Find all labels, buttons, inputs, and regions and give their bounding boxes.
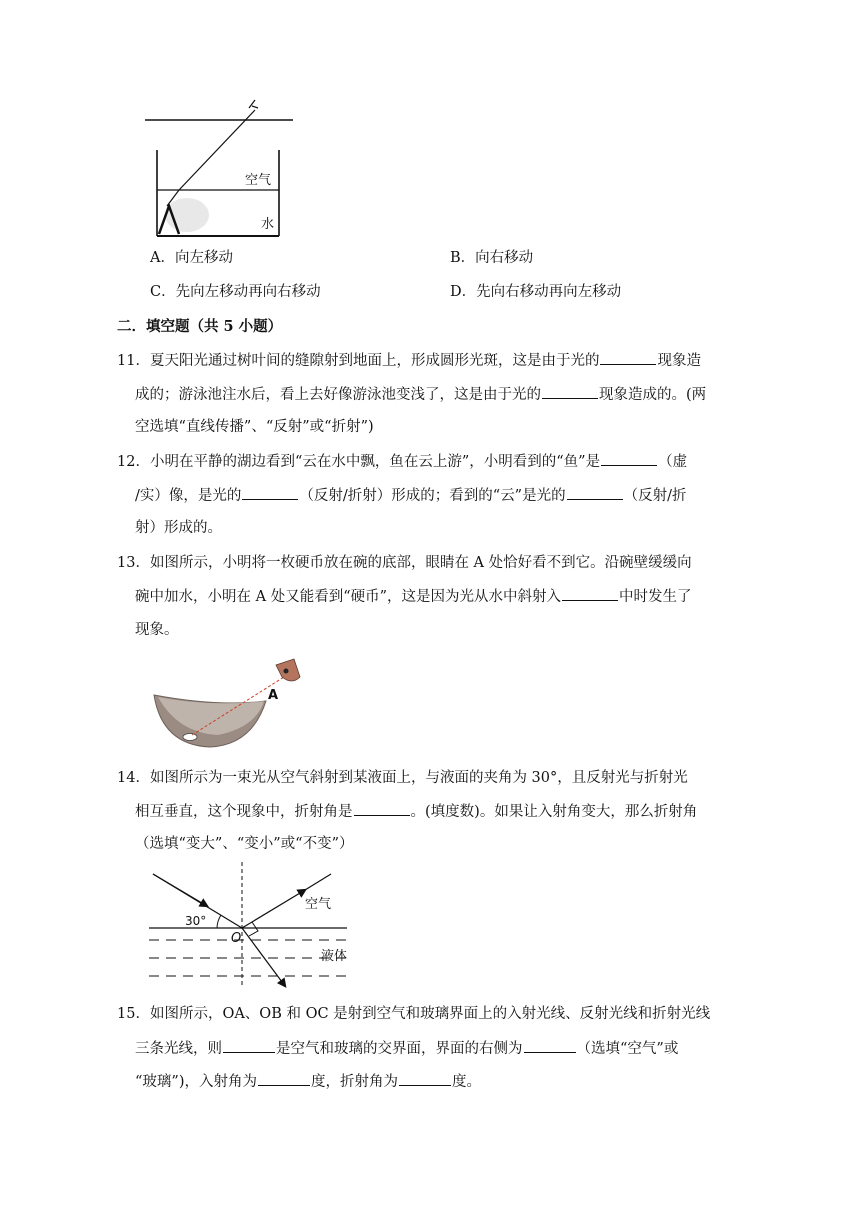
q10-light-source-icon [249, 100, 258, 108]
q12-line-1 [117, 451, 687, 472]
q15-text-2b: 是空气和玻璃的交界面，界面的右侧为 [276, 1041, 523, 1057]
q14-incident-arrow [153, 874, 207, 906]
q10-air-label: 空气 [245, 173, 272, 188]
q14-angle-arc [217, 915, 221, 928]
q14-line-2 [135, 801, 697, 822]
q11-line-3: 空选填“直线传播”、“反射”或“折射”) [135, 419, 374, 435]
q15-blank-1[interactable] [223, 1038, 275, 1053]
q10-option-d: D．先向右移动再向左移动 [450, 284, 622, 300]
q10-option-c: C．先向左移动再向右移动 [150, 284, 321, 300]
q13-figure [148, 655, 308, 751]
q11-text-2a: 成的；游泳池注水后，看上去好像游泳池变浅了，这是由于光的 [135, 387, 541, 403]
q13-text-2b: 中时发生了 [619, 589, 692, 605]
q15-line-3 [135, 1071, 481, 1092]
q11-text-1a: 11．夏天阳光通过树叶间的缝隙射到地面上，形成圆形光斑，这是由于光的 [117, 353, 600, 369]
q14-text-2b: 。(填度数)。如果让入射角变大，那么折射角 [410, 804, 698, 820]
q12-blank-1[interactable] [601, 451, 657, 466]
q15-blank-2[interactable] [524, 1038, 576, 1053]
q14-air-label: 空气 [305, 897, 332, 912]
q14-point-o-label: O [231, 931, 242, 946]
q11-blank-1[interactable] [600, 350, 656, 365]
q15-text-3a: “玻璃”)，入射角为 [135, 1074, 257, 1090]
q11-text-2b: 现象造成的。(两 [599, 387, 707, 403]
q13-text-2a: 碗中加水，小明在 A 处又能看到“硬币”，这是因为光从水中斜射入 [135, 589, 562, 605]
q11-text-1b: 现象造 [657, 353, 701, 369]
q14-reflected-extension [305, 874, 331, 890]
q15-text-3c: 度。 [451, 1074, 481, 1090]
q10-figure [145, 98, 295, 240]
q15-text-3b: 度，折射角为 [310, 1074, 398, 1090]
section-title: 二．填空题（共 5 小题） [117, 318, 283, 335]
q13-line-1: 13．如图所示，小明将一枚硬币放在碗的底部，眼睛在 A 处恰好看不到它。沿碗壁缓缓向 [117, 555, 692, 571]
q12-text-1a: 12．小明在平静的湖边看到“云在水中飘，鱼在云上游”，小明看到的“鱼”是 [117, 454, 601, 470]
q14-angle-label: 30° [185, 914, 207, 928]
eye-pupil [284, 669, 289, 674]
q11-line-1 [117, 350, 701, 371]
q12-blank-2[interactable] [242, 485, 298, 500]
q10-water-label: 水 [261, 217, 275, 232]
q15-text-2c: （选填“空气”或 [576, 1041, 679, 1057]
q14-right-angle-mark [249, 922, 258, 936]
q12-text-2a: /实）像，是光的 [135, 488, 242, 504]
q10-option-b: B．向右移动 [450, 250, 534, 266]
q15-blank-3[interactable] [258, 1071, 310, 1086]
q12-text-1b: （虚 [658, 454, 688, 470]
q14-refracted-ray [242, 928, 285, 986]
q10-light-ray [179, 110, 255, 190]
q14-figure [145, 860, 360, 990]
q15-line-1: 15．如图所示，OA、OB 和 OC 是射到空气和玻璃界面上的入射光线、反射光线和折射光线 [117, 1006, 711, 1022]
q15-line-2 [135, 1038, 678, 1059]
q13-blank-1[interactable] [562, 586, 618, 601]
q14-blank-1[interactable] [354, 801, 410, 816]
q12-text-2c: （反射/折 [623, 488, 687, 504]
q15-blank-4[interactable] [399, 1071, 451, 1086]
q12-blank-3[interactable] [567, 485, 623, 500]
q11-blank-2[interactable] [542, 384, 598, 399]
q13-point-a-label: A [268, 688, 279, 703]
q10-option-a: A．向左移动 [150, 250, 233, 266]
q14-line-3: （选填“变大”、“变小”或“不变”） [135, 836, 354, 852]
q11-line-2 [135, 384, 706, 405]
coin-icon [183, 734, 197, 741]
q14-line-1: 14．如图所示为一束光从空气斜射到某液面上，与液面的夹角为 30°，且反射光与折射光 [117, 770, 688, 786]
q14-text-2a: 相互垂直，这个现象中，折射角是 [135, 804, 353, 820]
q12-line-3: 射）形成的。 [135, 520, 222, 536]
q12-text-2b: （反射/折射）形成的；看到的“云”是光的 [299, 488, 566, 504]
q12-line-2 [135, 485, 687, 506]
q13-line-2 [135, 586, 692, 607]
q14-reflected-ray [242, 890, 305, 928]
q15-text-2a: 三条光线，则 [135, 1041, 222, 1057]
q14-liquid-label: 液体 [321, 949, 348, 964]
q13-line-3: 现象。 [135, 622, 179, 638]
